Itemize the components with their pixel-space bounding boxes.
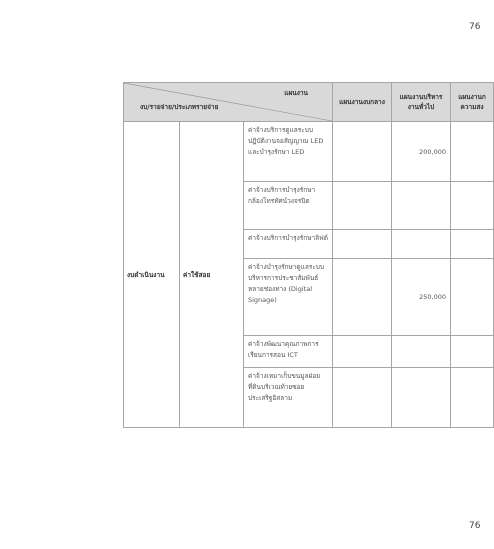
next-cell	[451, 122, 494, 182]
admin-amount-cell	[392, 368, 451, 428]
item-cell: ค่าจ้างบำรุงรักษาดูแลระบบบริหารการประชาสัมพันธ์ หลายช่องทาง (Digital Signage)	[244, 259, 333, 336]
next-cell	[451, 230, 494, 259]
next-cell	[451, 182, 494, 230]
header-budget-type-label: งบ/รายจ่าย/ประเภทรายจ่าย	[140, 103, 219, 111]
admin-amount-cell	[392, 182, 451, 230]
central-cell	[333, 259, 392, 336]
central-cell	[333, 122, 392, 182]
header-diagonal-cell	[124, 83, 333, 122]
next-cell	[451, 368, 494, 428]
item-cell: ค่าจ้างบริการบำรุงรักษากล้องโทรทัศน์วงจรปิด	[244, 182, 333, 230]
central-cell	[333, 336, 392, 368]
admin-amount-cell	[392, 336, 451, 368]
header-admin-plan: แผนงานบริหารงานทั่วไป	[392, 83, 451, 122]
budget-table	[123, 82, 494, 428]
item-cell: ค่าจ้างเหมาเก็บขนมูลฝอยที่ดินบริเวณท้ายซอยประเสริฐอิสลาม	[244, 368, 333, 428]
admin-amount-cell	[392, 230, 451, 259]
page-number-bottom: 76	[469, 521, 481, 531]
table-row	[124, 122, 494, 182]
central-cell	[333, 182, 392, 230]
central-cell	[333, 230, 392, 259]
header-central-plan: แผนงานงบกลาง	[333, 83, 392, 122]
central-cell	[333, 368, 392, 428]
next-cell	[451, 336, 494, 368]
next-cell	[451, 259, 494, 336]
admin-amount-cell: 200,000	[392, 122, 451, 182]
item-cell: ค่าจ้างบริการดูแลระบบปฏิบัติงานจอสัญญาณ LED และบำรุงรักษา LED	[244, 122, 333, 182]
expense-type-cell: ค่าใช้สอย	[180, 122, 244, 428]
page-number: 76	[469, 22, 481, 32]
item-cell: ค่าจ้างพัฒนาคุณภาพการเรียนการสอน ICT	[244, 336, 333, 368]
budget-group-cell: งบดำเนินงาน	[124, 122, 180, 428]
admin-amount-cell: 250,000	[392, 259, 451, 336]
table-header-row	[124, 83, 494, 122]
header-plan-label: แผนงาน	[284, 89, 309, 97]
item-cell: ค่าจ้างบริการบำรุงรักษาลิฟต์	[244, 230, 333, 259]
header-next-plan: แผนงานก ความสง	[451, 83, 494, 122]
